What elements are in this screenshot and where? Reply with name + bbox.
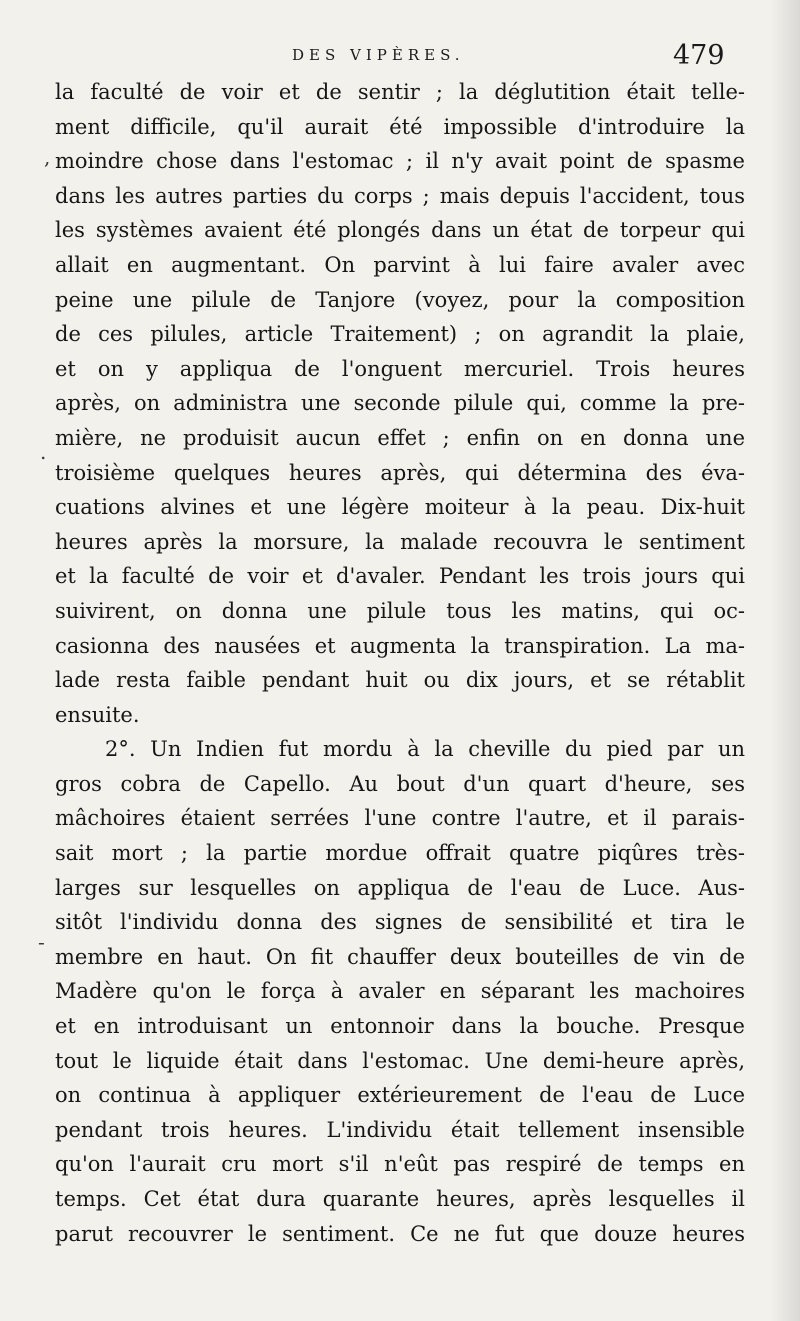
text-line: mâchoires étaient serrées l'une contre l'autre, et il parais-: [55, 806, 745, 831]
text-line: on continua à appliquer extérieurement de l'eau de Luce: [55, 1083, 745, 1108]
text-line: casionna des nausées et augmenta la transpiration. La ma-: [55, 633, 745, 658]
text-line: sitôt l'individu donna des signes de sensibilité et tira le: [55, 910, 745, 935]
page-edge-shadow: [770, 0, 800, 1321]
text-line: Madère qu'on le força à avaler en séparant les machoires: [55, 979, 745, 1004]
text-line: parut recouvrer le sentiment. Ce ne fut que douze heures: [55, 1221, 745, 1246]
margin-mark: ,: [44, 145, 51, 169]
text-line: suivirent, on donna une pilule tous les matins, qui oc-: [55, 598, 745, 623]
body-text: [55, 75, 745, 1251]
page-number: 479: [673, 40, 725, 71]
text-line: allait en augmentant. On parvint à lui faire avaler avec: [55, 252, 745, 277]
text-line: ment difficile, qu'il aurait été impossible d'introduire la: [55, 114, 745, 139]
text-line: dans les autres parties du corps ; mais depuis l'accident, tous: [55, 183, 745, 208]
text-line: peine une pilule de Tanjore (voyez, pour la composition: [55, 287, 745, 312]
text-line: troisième quelques heures après, qui détermina des éva-: [55, 460, 745, 485]
text-line: qu'on l'aurait cru mort s'il n'eût pas respiré de temps en: [55, 1152, 745, 1177]
text-line: la faculté de voir et de sentir ; la déglutition était telle-: [55, 80, 745, 104]
text-line: larges sur lesquelles on appliqua de l'eau de Luce. Aus-: [55, 875, 745, 900]
margin-mark: -: [38, 930, 45, 954]
text-line: et on y appliqua de l'onguent mercuriel. Trois heures: [55, 356, 745, 381]
text-line: et en introduisant un entonnoir dans la bouche. Presque: [55, 1014, 745, 1039]
text-line: et la faculté de voir et d'avaler. Pendant les trois jours qui: [55, 564, 745, 589]
text-line: gros cobra de Capello. Au bout d'un quart d'heure, ses: [55, 771, 745, 796]
text-line: pendant trois heures. L'individu était tellement insensible: [55, 1117, 745, 1142]
text-line: lade resta faible pendant huit ou dix jours, et se rétablit: [55, 668, 745, 693]
margin-mark: .: [40, 440, 47, 464]
text-line: temps. Cet état dura quarante heures, après lesquelles il: [55, 1187, 745, 1211]
text-line: de ces pilules, article Traitement) ; on agrandit la plaie,: [55, 322, 745, 347]
text-line: sait mort ; la partie mordue offrait quatre piqûres très-: [55, 841, 745, 866]
paragraph-2: [55, 732, 745, 1251]
running-head: [0, 40, 800, 76]
text-line: les systèmes avaient été plongés dans un état de torpeur qui: [55, 218, 745, 243]
text-line: membre en haut. On fit chauffer deux bouteilles de vin de: [55, 944, 745, 969]
text-line: moindre chose dans l'estomac ; il n'y avait point de spasme: [55, 149, 745, 174]
text-line: cuations alvines et une légère moiteur à la peau. Dix-huit: [55, 495, 745, 520]
text-line: tout le liquide était dans l'estomac. Une demi-heure après,: [55, 1048, 745, 1073]
running-title: DES VIPÈRES.: [292, 46, 465, 64]
text-line: 2°. Un Indien fut mordu à la cheville du pied par un: [105, 737, 745, 762]
text-line: après, on administra une seconde pilule qui, comme la pre-: [55, 391, 745, 416]
text-line: ensuite.: [55, 702, 140, 727]
paragraph-1: [55, 75, 745, 732]
text-line: mière, ne produisit aucun effet ; enfin on en donna une: [55, 425, 745, 450]
text-line: heures après la morsure, la malade recouvra le sentiment: [55, 529, 745, 554]
